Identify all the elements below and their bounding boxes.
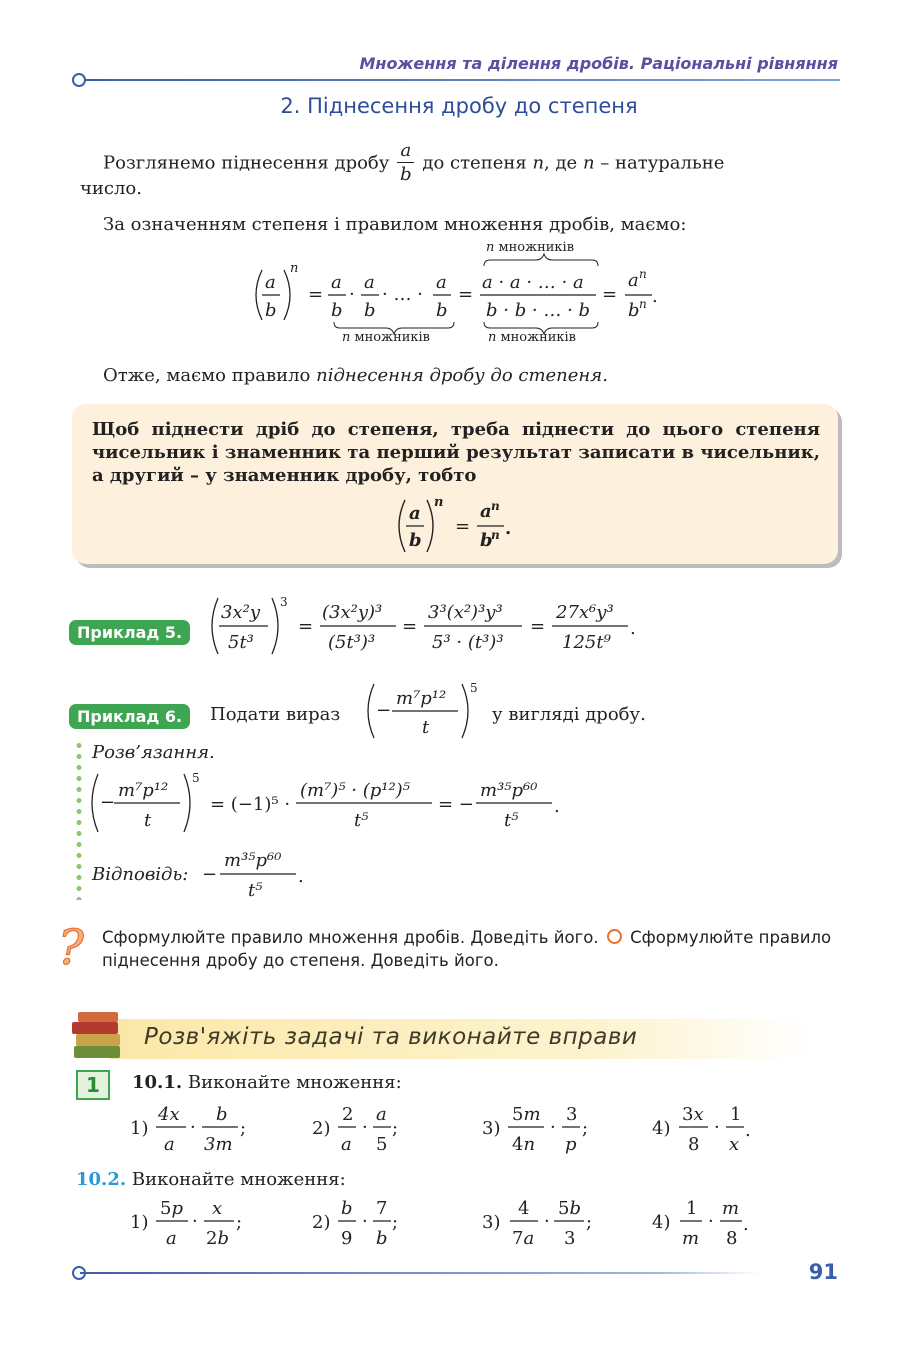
svg-text:·: ·: [190, 1117, 196, 1138]
rule-name: піднесення дробу до степеня.: [316, 365, 608, 386]
svg-text:b · b · … · b: b · b · … · b: [486, 300, 591, 321]
task-10-1-items: [130, 1100, 770, 1156]
header-circle-icon: [72, 73, 86, 87]
svg-text:a: a: [166, 1228, 177, 1249]
task-10-1-graphic: [130, 1100, 770, 1156]
svg-text:=: =: [458, 284, 474, 305]
svg-text:3x²y: 3x²y: [221, 602, 260, 623]
svg-text:5: 5: [376, 1134, 388, 1155]
svg-text:?: ?: [58, 920, 84, 972]
svg-text:a: a: [341, 1134, 352, 1155]
brace-label-bottom-2: n множників: [488, 330, 576, 345]
svg-text:;: ;: [236, 1212, 243, 1233]
review-questions: [102, 926, 847, 972]
svg-text:a: a: [409, 503, 421, 524]
svg-text:x: x: [729, 1134, 740, 1155]
example-6-task-formula: [364, 680, 488, 746]
example-6-badge: Приклад 6.: [69, 704, 190, 729]
footer-rule: [80, 1272, 760, 1274]
svg-text:1: 1: [686, 1198, 698, 1219]
svg-text:2): 2): [312, 1212, 331, 1233]
svg-text:2): 2): [312, 1118, 331, 1139]
solution-label: Розв’язання.: [92, 742, 215, 763]
task-10-2: [76, 1169, 346, 1190]
chapter-title: Множення та ділення дробів. Раціональні рівняння: [359, 54, 838, 73]
svg-text:(5t³)³: (5t³)³: [328, 632, 376, 653]
svg-text:;: ;: [586, 1212, 593, 1233]
svg-text:4): 4): [652, 1118, 671, 1139]
svg-text:·: ·: [544, 1211, 550, 1232]
svg-text:1): 1): [130, 1118, 149, 1139]
svg-text:a: a: [628, 270, 639, 291]
svg-text:= (−1)⁵ ·: = (−1)⁵ ·: [210, 794, 291, 815]
svg-text:b: b: [628, 300, 640, 321]
rule-formula-graphic: [395, 494, 525, 558]
formula-graphic: [248, 240, 678, 348]
svg-text:b: b: [480, 530, 493, 551]
example-6-task-b: у вигляді дробу.: [492, 704, 646, 725]
example-6-task-a: Подати вираз: [210, 704, 341, 725]
example-6-solution-formula: [88, 770, 568, 840]
brace-label-bottom-1: n множників: [342, 330, 430, 345]
svg-text:125t⁹: 125t⁹: [562, 632, 611, 653]
exercises-banner-title: Розв'яжіть задачі та виконайте вправи: [144, 1024, 638, 1050]
svg-text:·: ·: [550, 1117, 556, 1138]
answer-graphic: [200, 844, 310, 904]
svg-text:n: n: [639, 267, 647, 281]
svg-text:b: b: [376, 1228, 388, 1249]
svg-text:5m: 5m: [512, 1104, 541, 1125]
svg-text:a: a: [364, 272, 375, 293]
svg-text:4: 4: [518, 1198, 530, 1219]
svg-text:9: 9: [341, 1228, 353, 1249]
svg-text:=: =: [530, 616, 546, 637]
rule-text: Щоб піднести дріб до степеня, треба піднести до цього степеня чисельник і знаменник та перший результат записати в чисельник, а другий – у знаменник дробу, тобто: [92, 419, 820, 486]
svg-text:m³⁵p⁶⁰: m³⁵p⁶⁰: [480, 780, 538, 801]
var-n: n: [582, 152, 595, 174]
svg-text:b: b: [364, 300, 376, 321]
svg-text:m: m: [682, 1228, 700, 1249]
svg-text:2b: 2b: [206, 1228, 229, 1249]
task-10-2-graphic: [130, 1194, 770, 1250]
svg-text:−: −: [376, 700, 392, 721]
svg-text:8: 8: [726, 1228, 738, 1249]
svg-text:=: =: [455, 516, 471, 537]
example-5-formula: [206, 592, 646, 666]
svg-text:5: 5: [470, 681, 478, 695]
svg-text:a: a: [436, 272, 447, 293]
svg-text:1: 1: [730, 1104, 742, 1125]
conclusion-paragraph: [103, 361, 608, 391]
svg-text:(3x²y)³: (3x²y)³: [322, 602, 383, 623]
brace-label-top: n множників: [486, 240, 575, 255]
svg-text:·: ·: [714, 1117, 720, 1138]
svg-text:m: m: [722, 1198, 740, 1219]
svg-text:3³(x²)³y³: 3³(x²)³y³: [428, 602, 503, 623]
power-definition-formula: [248, 240, 678, 348]
svg-text:2: 2: [342, 1104, 354, 1125]
svg-text:·: ·: [708, 1211, 714, 1232]
rule-formula: [395, 494, 525, 562]
example-6-solution-graphic: [88, 770, 568, 836]
svg-text:b: b: [216, 1104, 228, 1125]
example-5-graphic: [206, 592, 646, 662]
svg-text:m³⁵p⁶⁰: m³⁵p⁶⁰: [224, 850, 282, 871]
svg-text:1): 1): [130, 1212, 149, 1233]
svg-text:·: ·: [349, 284, 355, 305]
svg-text:3): 3): [482, 1212, 501, 1233]
svg-text:=: =: [298, 616, 314, 637]
svg-text:.: .: [298, 866, 304, 887]
text-segment: до степеня: [422, 152, 527, 174]
svg-text:t⁵: t⁵: [504, 810, 519, 831]
svg-text:t⁵: t⁵: [248, 880, 263, 901]
svg-text:4): 4): [652, 1212, 671, 1233]
intro-paragraph-1-end: число.: [80, 178, 142, 199]
svg-text:a · a · … · a: a · a · … · a: [482, 272, 584, 293]
svg-text:7a: 7a: [512, 1228, 535, 1249]
svg-text:n: n: [434, 495, 444, 510]
intro-paragraph-1: [103, 140, 838, 187]
header-rule: [80, 79, 840, 81]
svg-text:a: a: [480, 501, 492, 522]
example-5-badge: Приклад 5.: [69, 620, 190, 645]
svg-text:=: =: [308, 284, 324, 305]
text-segment: Розглянемо піднесення дробу: [103, 152, 390, 174]
svg-text:;: ;: [240, 1118, 247, 1139]
var-n: n: [532, 152, 545, 174]
svg-text:=: =: [402, 616, 418, 637]
svg-text:n: n: [491, 499, 500, 513]
question-mark-icon: [56, 920, 92, 972]
text-segment: – натуральне: [600, 152, 725, 174]
answer-label: Відповідь:: [92, 864, 189, 885]
svg-text:n: n: [491, 528, 500, 542]
svg-text:(m⁷)⁵ · (p¹²)⁵: (m⁷)⁵ · (p¹²)⁵: [300, 780, 410, 801]
svg-text:3: 3: [566, 1104, 578, 1125]
svg-text:a: a: [265, 272, 276, 293]
svg-text:b: b: [341, 1198, 353, 1219]
svg-text:b: b: [436, 300, 448, 321]
svg-text:−: −: [202, 864, 218, 885]
task-text: Виконайте множення:: [131, 1169, 346, 1190]
books-icon: [70, 1008, 124, 1064]
svg-text:a: a: [331, 272, 342, 293]
svg-text:b: b: [331, 300, 343, 321]
text-segment: Отже, маємо правило: [103, 365, 311, 386]
svg-text:.: .: [554, 796, 560, 817]
svg-text:· … ·: · … ·: [382, 284, 423, 305]
question-1: Сформулюйте правило множення дробів. Доведіть його.: [102, 928, 599, 947]
svg-text:t⁵: t⁵: [354, 810, 369, 831]
fraction-a-b: $\frac{a}{b}$: [397, 140, 415, 187]
svg-text:3): 3): [482, 1118, 501, 1139]
svg-text:.: .: [652, 286, 658, 307]
svg-text:5: 5: [192, 771, 200, 785]
task-number: 10.1.: [132, 1072, 183, 1093]
task-number: 10.2.: [76, 1169, 127, 1190]
svg-text:n: n: [290, 261, 299, 276]
svg-text:·: ·: [362, 1117, 368, 1138]
answer-formula: [200, 844, 310, 908]
svg-text:t: t: [422, 717, 430, 738]
task-text: Виконайте множення:: [187, 1072, 402, 1093]
svg-text:5³ · (t³)³: 5³ · (t³)³: [432, 632, 504, 653]
svg-text:3m: 3m: [204, 1134, 233, 1155]
svg-text:7: 7: [376, 1198, 388, 1219]
svg-text:.: .: [505, 518, 512, 539]
svg-text:3: 3: [564, 1228, 576, 1249]
svg-text:b: b: [409, 530, 422, 551]
svg-text:.: .: [743, 1214, 749, 1235]
svg-text:·: ·: [362, 1211, 368, 1232]
svg-text:.: .: [630, 618, 636, 639]
svg-text:.: .: [745, 1120, 751, 1141]
svg-text:·: ·: [192, 1211, 198, 1232]
svg-text:4n: 4n: [512, 1134, 536, 1155]
intro-paragraph-2: За означенням степеня і правилом множення дробів, маємо:: [103, 214, 687, 235]
svg-text:8: 8: [688, 1134, 700, 1155]
svg-text:= −: = −: [438, 794, 474, 815]
svg-text:5p: 5p: [160, 1198, 183, 1219]
svg-text:3: 3: [280, 595, 288, 609]
svg-text:27x⁶y³: 27x⁶y³: [556, 602, 614, 623]
svg-text:5t³: 5t³: [228, 632, 254, 653]
svg-text:p: p: [565, 1134, 577, 1155]
svg-text:3x: 3x: [682, 1104, 704, 1125]
section-title: 2. Піднесення дробу до степеня: [280, 94, 638, 118]
svg-text:;: ;: [582, 1118, 589, 1139]
task-10-1: [132, 1072, 402, 1093]
difficulty-level-badge: 1: [76, 1070, 110, 1100]
svg-text:4x: 4x: [158, 1104, 180, 1125]
text-segment: , де: [544, 152, 578, 174]
svg-text:;: ;: [392, 1118, 399, 1139]
svg-text:;: ;: [392, 1212, 399, 1233]
solution-dots-decoration: [76, 740, 82, 900]
svg-text:x: x: [212, 1198, 223, 1219]
svg-text:−: −: [100, 792, 116, 813]
svg-text:5b: 5b: [558, 1198, 581, 1219]
svg-text:t: t: [144, 810, 152, 831]
svg-text:a: a: [376, 1104, 387, 1125]
task-10-2-items: [130, 1194, 770, 1250]
svg-text:n: n: [639, 297, 647, 311]
svg-text:a: a: [164, 1134, 175, 1155]
circle-marker-icon: [607, 929, 622, 944]
example-6-task-graphic: [364, 680, 488, 742]
page-number: 91: [808, 1260, 838, 1284]
question-2: Сформулюйте правило піднесення дробу до степеня. Доведіть його.: [102, 928, 832, 970]
svg-text:m⁷p¹²: m⁷p¹²: [118, 780, 169, 801]
svg-text:=: =: [602, 284, 618, 305]
svg-text:m⁷p¹²: m⁷p¹²: [396, 688, 447, 709]
svg-text:b: b: [265, 300, 277, 321]
